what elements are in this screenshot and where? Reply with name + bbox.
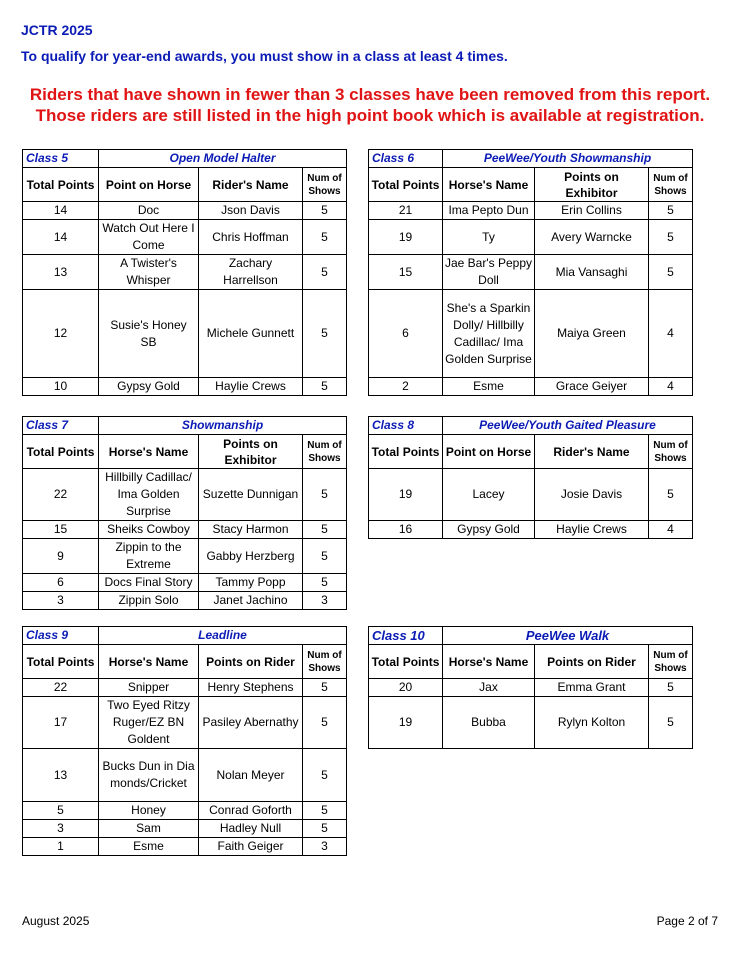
table-row bbox=[369, 220, 693, 255]
cell: 3 bbox=[303, 592, 347, 610]
table-row bbox=[23, 749, 347, 802]
cell: 22 bbox=[23, 679, 99, 697]
cell: Maiya Green bbox=[535, 290, 649, 378]
cell: Erin Collins bbox=[535, 202, 649, 220]
cell: Josie Davis bbox=[535, 469, 649, 521]
table-row bbox=[23, 290, 347, 378]
cell: 3 bbox=[303, 838, 347, 856]
col-header: Horse's Name bbox=[99, 435, 199, 469]
cell: Json Davis bbox=[199, 202, 303, 220]
col-header: Point on Horse bbox=[443, 435, 535, 469]
col-header: Num of Shows bbox=[649, 645, 693, 679]
cell: Zippin to the Extreme bbox=[99, 539, 199, 574]
qualification-note: To qualify for year-end awards, you must show in a class at least 4 times. bbox=[21, 48, 508, 64]
cell: Stacy Harmon bbox=[199, 521, 303, 539]
table-row bbox=[23, 255, 347, 290]
cell: 21 bbox=[369, 202, 443, 220]
cell: 6 bbox=[23, 574, 99, 592]
table-row bbox=[23, 521, 347, 539]
col-header: Horse's Name bbox=[99, 645, 199, 679]
col-header: Total Points bbox=[23, 645, 99, 679]
table-row bbox=[369, 521, 693, 539]
cell: Susie's Honey SB bbox=[99, 290, 199, 378]
cell: Jae Bar's Peppy Doll bbox=[443, 255, 535, 290]
col-header: Horse's Name bbox=[443, 645, 535, 679]
footer-date: August 2025 bbox=[22, 914, 90, 928]
cell: 5 bbox=[303, 378, 347, 396]
cell: 5 bbox=[303, 220, 347, 255]
cell: Tammy Popp bbox=[199, 574, 303, 592]
table-row bbox=[23, 220, 347, 255]
class-name: PeeWee/Youth Gaited Pleasure bbox=[443, 417, 693, 435]
cell: A Twister's Whisper bbox=[99, 255, 199, 290]
cell: Suzette Dunnigan bbox=[199, 469, 303, 521]
cell: 5 bbox=[303, 255, 347, 290]
cell: Mia Vansaghi bbox=[535, 255, 649, 290]
cell: 5 bbox=[649, 469, 693, 521]
cell: 5 bbox=[649, 255, 693, 290]
col-header: Total Points bbox=[369, 435, 443, 469]
cell: 6 bbox=[369, 290, 443, 378]
cell: 22 bbox=[23, 469, 99, 521]
cell: Lacey bbox=[443, 469, 535, 521]
cell: 4 bbox=[649, 521, 693, 539]
cell: 5 bbox=[303, 697, 347, 749]
class-8-table bbox=[368, 416, 693, 539]
removal-notice: Riders that have shown in fewer than 3 classes have been removed from this report. Those riders are still listed in the high point book which is available at registration. bbox=[29, 85, 711, 125]
cell: Bubba bbox=[443, 697, 535, 749]
class-name: PeeWee Walk bbox=[443, 627, 693, 645]
col-header: Num of Shows bbox=[649, 168, 693, 202]
class-name: Leadline bbox=[99, 627, 347, 645]
class-label: Class 8 bbox=[369, 417, 443, 435]
table-row bbox=[369, 290, 693, 378]
cell: 3 bbox=[23, 820, 99, 838]
col-header: Total Points bbox=[23, 168, 99, 202]
report-title: JCTR 2025 bbox=[21, 22, 93, 38]
col-header: Points on Rider bbox=[535, 645, 649, 679]
cell: 16 bbox=[369, 521, 443, 539]
cell: Janet Jachino bbox=[199, 592, 303, 610]
cell: 5 bbox=[303, 802, 347, 820]
col-header: Num of Shows bbox=[303, 168, 347, 202]
cell: 3 bbox=[23, 592, 99, 610]
class-name: PeeWee/Youth Showmanship bbox=[443, 150, 693, 168]
cell: 13 bbox=[23, 749, 99, 802]
cell: Rylyn Kolton bbox=[535, 697, 649, 749]
cell: Conrad Goforth bbox=[199, 802, 303, 820]
table-row bbox=[369, 202, 693, 220]
cell: Hadley Null bbox=[199, 820, 303, 838]
table-row bbox=[23, 802, 347, 820]
table-row bbox=[23, 820, 347, 838]
cell: 17 bbox=[23, 697, 99, 749]
class-label: Class 6 bbox=[369, 150, 443, 168]
class-label: Class 7 bbox=[23, 417, 99, 435]
cell: 5 bbox=[23, 802, 99, 820]
class-name: Showmanship bbox=[99, 417, 347, 435]
cell: 5 bbox=[303, 290, 347, 378]
cell: 19 bbox=[369, 469, 443, 521]
cell: Gabby Herzberg bbox=[199, 539, 303, 574]
col-header: Num of Shows bbox=[303, 435, 347, 469]
col-header: Points on Rider bbox=[199, 645, 303, 679]
table-row bbox=[369, 255, 693, 290]
cell: 20 bbox=[369, 679, 443, 697]
class-label: Class 5 bbox=[23, 150, 99, 168]
table-row bbox=[23, 679, 347, 697]
cell: 5 bbox=[303, 469, 347, 521]
cell: 5 bbox=[649, 202, 693, 220]
cell: Doc bbox=[99, 202, 199, 220]
cell: 5 bbox=[303, 202, 347, 220]
cell: Sheiks Cowboy bbox=[99, 521, 199, 539]
cell: Esme bbox=[443, 378, 535, 396]
class-9-table bbox=[22, 626, 347, 856]
cell: 14 bbox=[23, 220, 99, 255]
table-row bbox=[23, 378, 347, 396]
class-label: Class 10 bbox=[369, 627, 443, 645]
cell: 5 bbox=[649, 679, 693, 697]
cell: 5 bbox=[649, 220, 693, 255]
cell: 19 bbox=[369, 697, 443, 749]
cell: Haylie Crews bbox=[535, 521, 649, 539]
cell: Docs Final Story bbox=[99, 574, 199, 592]
cell: 14 bbox=[23, 202, 99, 220]
col-header: Num of Shows bbox=[649, 435, 693, 469]
cell: Sam bbox=[99, 820, 199, 838]
table-row bbox=[369, 378, 693, 396]
cell: Gypsy Gold bbox=[99, 378, 199, 396]
cell: Henry Stephens bbox=[199, 679, 303, 697]
cell: 13 bbox=[23, 255, 99, 290]
cell: Pasiley Abernathy bbox=[199, 697, 303, 749]
table-row bbox=[23, 469, 347, 521]
cell: Ima Pepto Dun bbox=[443, 202, 535, 220]
cell: Faith Geiger bbox=[199, 838, 303, 856]
table-row bbox=[369, 697, 693, 749]
class-10-table bbox=[368, 626, 693, 749]
footer-page-number: Page 2 of 7 bbox=[656, 914, 718, 928]
table-row bbox=[23, 539, 347, 574]
cell: 12 bbox=[23, 290, 99, 378]
col-header: Points on Exhibitor bbox=[535, 168, 649, 202]
cell: Jax bbox=[443, 679, 535, 697]
cell: Nolan Meyer bbox=[199, 749, 303, 802]
col-header: Total Points bbox=[369, 645, 443, 679]
cell: Two Eyed Ritzy Ruger/EZ BN Goldent bbox=[99, 697, 199, 749]
cell: 2 bbox=[369, 378, 443, 396]
cell: Ty bbox=[443, 220, 535, 255]
col-header: Points on Exhibitor bbox=[199, 435, 303, 469]
cell: Snipper bbox=[99, 679, 199, 697]
cell: 9 bbox=[23, 539, 99, 574]
cell: 4 bbox=[649, 378, 693, 396]
cell: 15 bbox=[369, 255, 443, 290]
table-row bbox=[369, 469, 693, 521]
col-header: Point on Horse bbox=[99, 168, 199, 202]
cell: 15 bbox=[23, 521, 99, 539]
class-label: Class 9 bbox=[23, 627, 99, 645]
cell: Haylie Crews bbox=[199, 378, 303, 396]
cell: Esme bbox=[99, 838, 199, 856]
col-header: Rider's Name bbox=[199, 168, 303, 202]
cell: Grace Geiyer bbox=[535, 378, 649, 396]
class-5-table bbox=[22, 149, 347, 396]
cell: Emma Grant bbox=[535, 679, 649, 697]
table-row bbox=[23, 592, 347, 610]
cell: 5 bbox=[303, 820, 347, 838]
cell: 19 bbox=[369, 220, 443, 255]
cell: Gypsy Gold bbox=[443, 521, 535, 539]
cell: She's a Sparkin Dolly/ Hillbilly Cadillac/ Ima Golden Surprise bbox=[443, 290, 535, 378]
col-header: Rider's Name bbox=[535, 435, 649, 469]
table-row bbox=[23, 202, 347, 220]
table-row bbox=[23, 574, 347, 592]
class-6-table bbox=[368, 149, 693, 396]
cell: Chris Hoffman bbox=[199, 220, 303, 255]
cell: 1 bbox=[23, 838, 99, 856]
cell: 5 bbox=[303, 521, 347, 539]
class-7-table bbox=[22, 416, 347, 610]
cell: Avery Warncke bbox=[535, 220, 649, 255]
class-name: Open Model Halter bbox=[99, 150, 347, 168]
cell: Zippin Solo bbox=[99, 592, 199, 610]
cell: 5 bbox=[303, 679, 347, 697]
cell: 5 bbox=[649, 697, 693, 749]
col-header: Total Points bbox=[369, 168, 443, 202]
col-header: Num of Shows bbox=[303, 645, 347, 679]
cell: 10 bbox=[23, 378, 99, 396]
table-row bbox=[23, 838, 347, 856]
col-header: Total Points bbox=[23, 435, 99, 469]
cell: Michele Gunnett bbox=[199, 290, 303, 378]
cell: 5 bbox=[303, 749, 347, 802]
cell: 5 bbox=[303, 539, 347, 574]
cell: Hillbilly Cadillac/ Ima Golden Surprise bbox=[99, 469, 199, 521]
col-header: Horse's Name bbox=[443, 168, 535, 202]
cell: 5 bbox=[303, 574, 347, 592]
cell: Watch Out Here I Come bbox=[99, 220, 199, 255]
cell: 4 bbox=[649, 290, 693, 378]
table-row bbox=[23, 697, 347, 749]
table-row bbox=[369, 679, 693, 697]
cell: Zachary Harrellson bbox=[199, 255, 303, 290]
cell: Honey bbox=[99, 802, 199, 820]
cell: Bucks Dun in Diamonds/Cricket bbox=[99, 749, 199, 802]
